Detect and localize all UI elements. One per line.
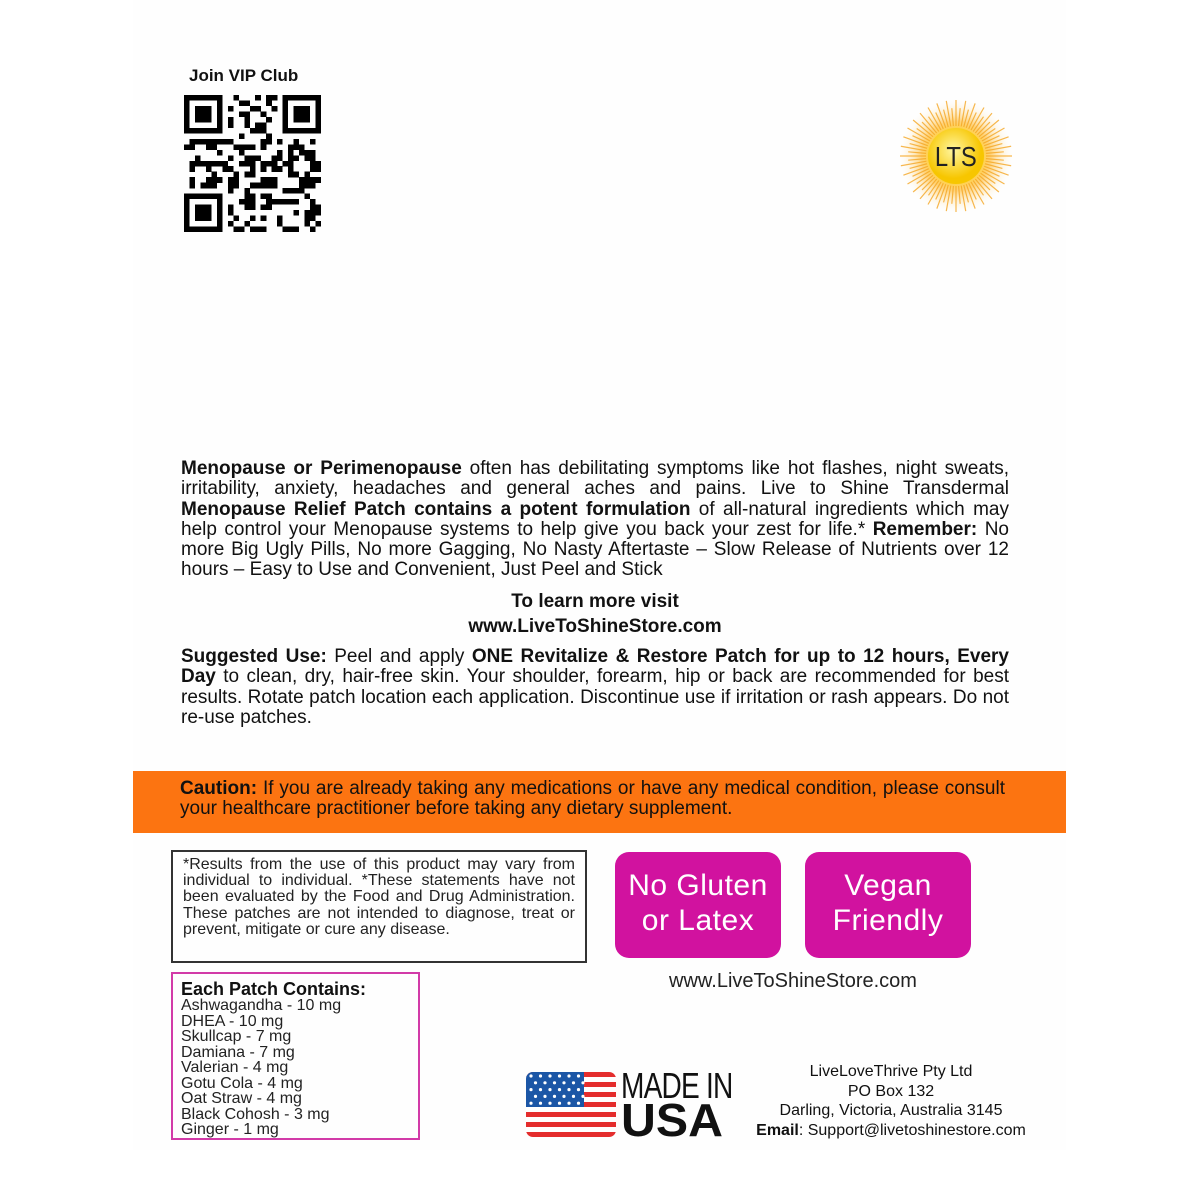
sun-logo-icon bbox=[898, 98, 1014, 214]
website-link[interactable]: www.LiveToShineStore.com bbox=[669, 970, 917, 992]
ingredient-item: Gotu Cola - 4 mg bbox=[181, 1074, 303, 1092]
ingredient-item: Skullcap - 7 mg bbox=[181, 1028, 292, 1045]
company-address: LiveLoveThrive Pty Ltd PO Box 132 Darling, Victoria, Australia 3145 Email: Support@livetoshinestore.com bbox=[756, 1063, 1026, 1139]
caution-banner bbox=[133, 771, 1066, 833]
made-in-text: MADE IN bbox=[621, 1065, 733, 1106]
ingredient-item: Oat Straw - 4 mg bbox=[181, 1090, 302, 1107]
usa-text: USA bbox=[621, 1094, 723, 1146]
no-gluten-badge: No Gluten or Latex bbox=[615, 852, 781, 958]
ingredient-item: Damiana - 7 mg bbox=[181, 1043, 295, 1061]
learn-more-text: To learn more visit bbox=[511, 591, 679, 612]
qr-code-icon[interactable] bbox=[182, 95, 323, 232]
vip-label: Join VIP Club bbox=[189, 66, 299, 85]
email-link[interactable]: : Support@livetoshinestore.com bbox=[798, 1121, 1026, 1139]
vegan-badge: Vegan Friendly bbox=[805, 852, 971, 958]
caution-text: Caution: If you are already taking any medications or have any medical condition, please consult your healthcare practitioner before taking any dietary supplement. bbox=[180, 778, 1005, 820]
learn-more-link[interactable]: www.LiveToShineStore.com bbox=[468, 616, 722, 637]
intro-paragraph: Menopause or Perimenopause often has debilitating symptoms like hot flashes, night sweats, irritability, anxiety, headaches and general aches and pains. Live to Shine Transdermal Menopause Relief Patch contains a potent formulation of all-natural ingredients which may help control your Menopause systems to help give you back your zest for life.* Remember: No more Big Ugly Pills, No more Gagging, No Nasty Aftertaste – Slow Release of Nutrients over 12 hours – Easy to Use and Convenient, Just Peel and Stick bbox=[181, 458, 1010, 581]
fda-disclaimer: *Results from the use of this product may vary from individual to individual. *These statements have not been evaluated by the Food and Drug Administration. These patches are not intended to diagnose, treat or prevent, mitigate or cure any disease. bbox=[171, 850, 587, 963]
ingredient-item: Valerian - 4 mg bbox=[181, 1059, 289, 1076]
ingredient-item: Ashwagandha - 10 mg bbox=[181, 997, 342, 1014]
ingredient-item: Black Cohosh - 3 mg bbox=[181, 1105, 330, 1123]
us-flag-icon bbox=[526, 1072, 616, 1137]
ingredient-item: Ginger - 1 mg bbox=[181, 1121, 279, 1138]
suggested-use-paragraph: Suggested Use: Peel and apply ONE Revitalize & Restore Patch for up to 12 hours, Every Day to clean, dry, hair-free skin. Your shoulder, forearm, hip or back are recommended for best results. Rotate patch location each application. Discontinue use if irritation or rash appears. Do not re-use patches. bbox=[181, 646, 1009, 728]
ingredients-title: Each Patch Contains: bbox=[181, 979, 367, 999]
ingredients-box bbox=[171, 972, 420, 1140]
svg-text:LTS: LTS bbox=[934, 140, 977, 173]
ingredient-item: DHEA - 10 mg bbox=[181, 1012, 284, 1030]
